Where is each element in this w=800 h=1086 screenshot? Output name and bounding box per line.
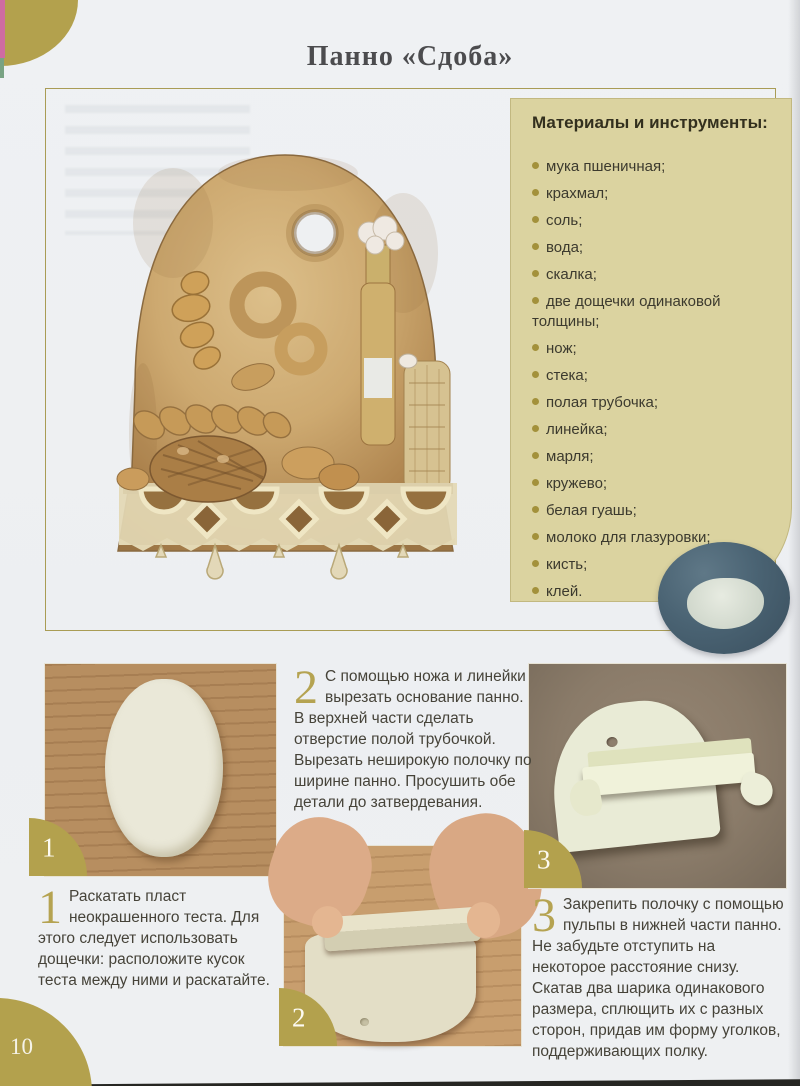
- bullet-icon: [532, 479, 539, 486]
- materials-header: Материалы и инструменты:: [532, 113, 768, 132]
- material-item: марля;: [532, 447, 778, 467]
- bullet-icon: [532, 425, 539, 432]
- bullet-icon: [532, 398, 539, 405]
- step-1-text: 1 Раскатать пласт неокрашенного теста. Для этого следует использовать дощечки: расположите кусок теста между ними и раскатайте.: [38, 881, 270, 989]
- materials-panel: [510, 98, 792, 602]
- bullet-icon: [532, 533, 539, 540]
- step-badge-1: 1: [29, 818, 87, 876]
- step-2-text: 2 С помощью ножа и линейки вырезать основание панно. В верхней части сделать отверстие полой трубочкой. Вырезать неширокую полочку по ширине панно. Просушить обе детали до затвердевания.: [294, 661, 532, 811]
- lace-trim-shape: [119, 483, 457, 579]
- bullet-icon: [532, 270, 539, 277]
- material-item: полая трубочка;: [532, 393, 778, 413]
- bullet-icon: [532, 560, 539, 567]
- material-item: вода;: [532, 238, 778, 258]
- page-edge-pink-tab: [0, 0, 5, 58]
- material-item: две дощечки одинаковой толщины;: [532, 293, 721, 330]
- bullet-icon: [532, 452, 539, 459]
- step-3-number: 3: [532, 889, 556, 942]
- material-item: белая гуашь;: [532, 501, 778, 521]
- material-item: линейка;: [532, 420, 778, 440]
- panel-hole: [360, 1018, 369, 1026]
- bullet-icon: [532, 587, 539, 594]
- bullet-icon: [532, 506, 539, 513]
- material-item: молоко для глазуровки;: [532, 528, 778, 548]
- finished-panel-photo: [103, 133, 468, 603]
- material-item: крахмал;: [532, 184, 778, 204]
- page-number: 10: [10, 1034, 33, 1059]
- bullet-icon: [532, 162, 539, 169]
- flour-bowl-photo: [658, 542, 790, 654]
- bullet-icon: [532, 189, 539, 196]
- bullet-icon: [532, 344, 539, 351]
- step-3-text: 3 Закрепить полочку с помощью пульпы в нижней части панно. Не забудьте отступить на некоторое расстояние снизу. Скатав два шарика одинакового размера, сплющить их с разных сторон, придав им форму уголков, поддерживающих полку.: [532, 889, 784, 1060]
- material-item: кружево;: [532, 474, 778, 494]
- material-item: клей.: [532, 582, 778, 602]
- material-item: соль;: [532, 211, 778, 231]
- material-item: мука пшеничная;: [532, 157, 778, 177]
- material-item: скалка;: [532, 265, 778, 285]
- material-item: стека;: [532, 366, 778, 386]
- panel-hole: [606, 736, 618, 747]
- page-number-badge: [0, 998, 92, 1086]
- bullet-icon: [532, 216, 539, 223]
- step-badge-3: 3: [524, 830, 582, 888]
- bullet-icon: [532, 371, 539, 378]
- page-bottom-shadow: [58, 1078, 800, 1086]
- bullet-icon: [532, 243, 539, 250]
- materials-list: [510, 157, 792, 602]
- rolled-dough-shape: [105, 679, 223, 857]
- material-item: кисть;: [532, 555, 778, 575]
- bullet-icon: [532, 297, 539, 304]
- page-title: Панно «Сдоба»: [306, 40, 514, 72]
- step-1-photo: [45, 664, 276, 876]
- step-badge-2: 2: [279, 988, 337, 1046]
- page-edge-green-tab: [0, 58, 4, 78]
- flour-powder: [687, 578, 764, 630]
- material-item: нож;: [532, 339, 778, 359]
- step-1-number: 1: [38, 881, 62, 934]
- step-2-number: 2: [294, 661, 318, 714]
